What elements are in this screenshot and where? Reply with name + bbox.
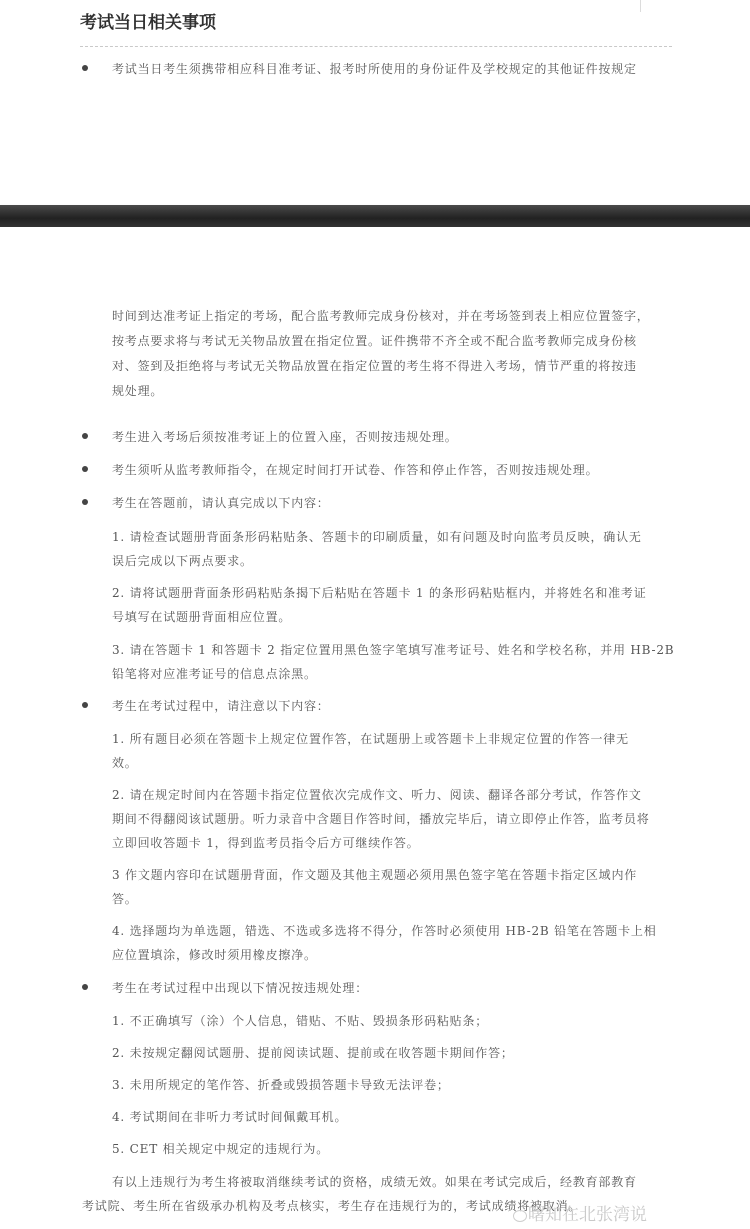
watermark-logo-icon: [513, 1210, 527, 1222]
before-item-3-line: 3. 请在答题卡 1 和答题卡 2 指定位置用黑色签字笔填写准考证号、姓名和学校名称，并用 HB-2B: [112, 643, 675, 657]
before-item-2-line: 2. 请将试题册背面条形码粘贴条揭下后粘贴在答题卡 1 的条形码粘贴框内，并将姓名和准考证: [112, 586, 647, 600]
violations-intro: 考生在考试过程中出现以下情况按违规处理：: [112, 981, 369, 995]
page-edge-mark: [640, 0, 641, 12]
bullet-icon: [82, 499, 88, 505]
bullet-icon: [82, 466, 88, 472]
during-item-2-line: 2. 请在规定时间内在答题卡指定位置依次完成作文、听力、阅读、翻译各部分考试，作答作文: [112, 788, 642, 802]
bullet-obey-text: 考生须听从监考教师指令，在规定时间打开试卷、作答和停止作答，否则按违规处理。: [112, 463, 599, 477]
violation-item: 5. CET 相关规定中规定的违规行为。: [112, 1142, 330, 1156]
page-break-bar: [0, 205, 750, 227]
during-item-1-line: 效。: [112, 756, 138, 770]
closing-line: 考试院、考生所在省级承办机构及考点核实，考生存在违规行为的，考试成绩将被取消。: [82, 1199, 582, 1213]
violation-item: 2. 未按规定翻阅试题册、提前阅读试题、提前或在收答题卡期间作答；: [112, 1046, 514, 1060]
before-item-3-line: 铅笔将对应准考证号的信息点涂黑。: [112, 667, 317, 681]
watermark: 曙知在北张湾说: [528, 1205, 647, 1225]
during-item-4-line: 4. 选择题均为单选题，错选、不选或多选将不得分，作答时必须使用 HB-2B 铅笔在答题卡上相: [112, 924, 657, 938]
before-answering-intro: 考生在答题前，请认真完成以下内容：: [112, 496, 330, 510]
section-title: 考试当日相关事项: [80, 13, 216, 33]
before-item-1-line: 误后完成以下两点要求。: [112, 554, 253, 568]
bullet-icon: [82, 65, 88, 71]
during-item-4-line: 应位置填涂，修改时须用橡皮擦净。: [112, 948, 317, 962]
violation-item: 3. 未用所规定的笔作答、折叠或毁损答题卡导致无法评卷；: [112, 1078, 450, 1092]
during-item-2-line: 立即回收答题卡 1，得到监考员指令后方可继续作答。: [112, 836, 420, 850]
during-item-3-line: 答。: [112, 892, 138, 906]
before-item-2-line: 号填写在试题册背面相应位置。: [112, 610, 292, 624]
title-divider: [80, 46, 672, 47]
violation-item: 4. 考试期间在非听力考试时间佩戴耳机。: [112, 1110, 348, 1124]
document-page-top: [0, 0, 750, 205]
during-item-1-line: 1. 所有题目必须在答题卡上规定位置作答，在试题册上或答题卡上非规定位置的作答一律无: [112, 732, 629, 746]
before-item-1-line: 1. 请检查试题册背面条形码粘贴条、答题卡的印刷质量，如有问题及时向监考员反映，确认无: [112, 530, 642, 544]
during-item-2-line: 期间不得翻阅该试题册。听力录音中含题目作答时间，播放完毕后，请立即停止作答，监考员将: [112, 812, 650, 826]
continuation-line: 对、签到及拒绝将与考试无关物品放置在指定位置的考生将不得进入考场，情节严重的将按违: [112, 359, 637, 373]
continuation-line: 时间到达准考证上指定的考场，配合监考教师完成身份核对，并在考场签到表上相应位置签字，: [112, 309, 650, 323]
bullet-seat-text: 考生进入考场后须按准考证上的位置入座，否则按违规处理。: [112, 430, 458, 444]
bullet-icon: [82, 984, 88, 990]
first-bullet-text: 考试当日考生须携带相应科目准考证、报考时所使用的身份证件及学校规定的其他证件按规定: [112, 62, 637, 76]
continuation-line: 规处理。: [112, 384, 164, 398]
bullet-icon: [82, 702, 88, 708]
closing-line: 有以上违规行为考生将被取消继续考试的资格，成绩无效。如果在考试完成后，经教育部教育: [112, 1175, 637, 1189]
bullet-icon: [82, 433, 88, 439]
during-exam-intro: 考生在考试过程中，请注意以下内容：: [112, 699, 330, 713]
during-item-3-line: 3 作文题内容印在试题册背面，作文题及其他主观题必须用黑色签字笔在答题卡指定区域内作: [112, 868, 638, 882]
continuation-line: 按考点要求将与考试无关物品放置在指定位置。证件携带不齐全或不配合监考教师完成身份核: [112, 334, 637, 348]
violation-item: 1. 不正确填写（涂）个人信息，错贴、不贴、毁损条形码粘贴条；: [112, 1014, 489, 1028]
